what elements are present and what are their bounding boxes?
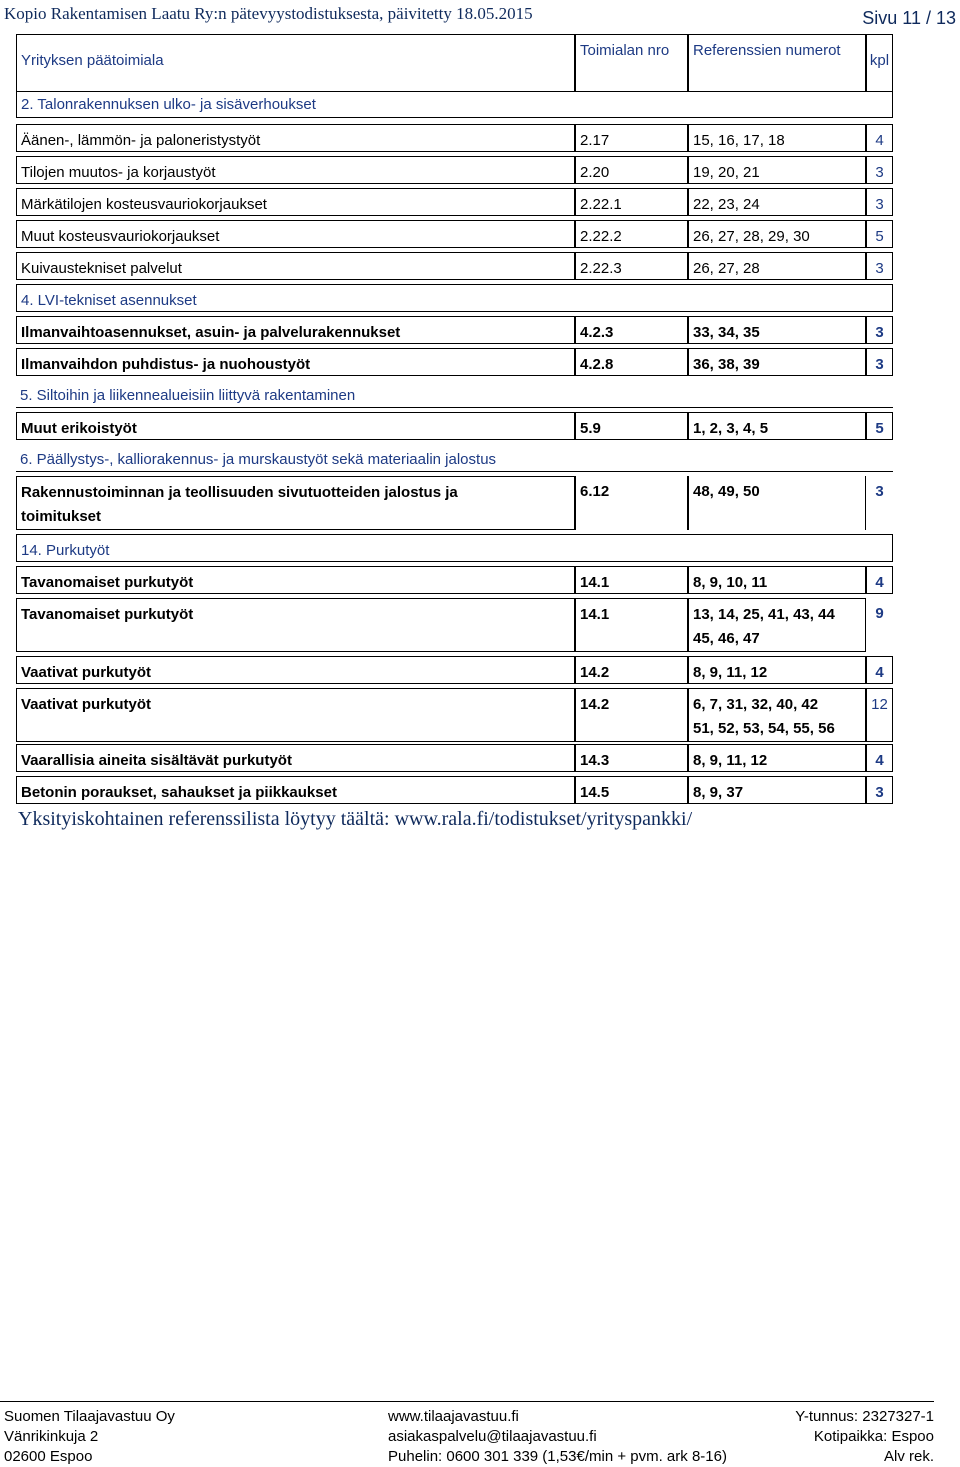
footer-company-name: Suomen Tilaajavastuu Oy — [4, 1408, 175, 1425]
reference-numbers: 8, 9, 10, 11 — [688, 566, 866, 594]
reference-numbers-line: 6, 7, 31, 32, 40, 42 — [693, 696, 819, 713]
section-title: 5. Siltoihin ja liikennealueisiin liittyvä rakentaminen — [16, 380, 893, 408]
reference-numbers: 22, 23, 24 — [688, 188, 866, 216]
industry-name — [16, 476, 575, 530]
reference-numbers-line: 51, 52, 53, 54, 55, 56 — [693, 720, 835, 737]
section-title: 2. Talonrakennuksen ulko- ja sisäverhoukset — [16, 92, 893, 118]
table-row — [16, 156, 893, 184]
page-footer — [0, 1407, 960, 1467]
table-row — [16, 188, 893, 216]
footer-street-address: Vänrikinkuja 2 — [4, 1428, 99, 1445]
industry-no: 14.5 — [575, 776, 688, 804]
industry-name: Muut erikoistyöt — [16, 412, 575, 440]
document-title: Kopio Rakentamisen Laatu Ry:n pätevyystodistuksesta, päivitetty 18.05.2015 — [4, 4, 533, 23]
industry-name: Kuivaustekniset palvelut — [16, 252, 575, 280]
reference-count: 12 — [866, 688, 893, 742]
section-heading-row — [16, 92, 893, 118]
industry-name: Tavanomaiset purkutyöt — [16, 598, 575, 652]
page-number: Sivu 11 / 13 — [862, 8, 956, 28]
industry-no: 2.22.2 — [575, 220, 688, 248]
reference-count: 3 — [866, 776, 893, 804]
industry-name: Betonin poraukset, sahaukset ja piikkaukset — [16, 776, 575, 804]
reference-numbers: 1, 2, 3, 4, 5 — [688, 412, 866, 440]
section-heading-row — [16, 284, 893, 312]
reference-count: 4 — [866, 656, 893, 684]
reference-count: 3 — [866, 316, 893, 344]
industry-name: Tavanomaiset purkutyöt — [16, 566, 575, 594]
reference-numbers: 8, 9, 11, 12 — [688, 744, 866, 772]
footer-business-id: Y-tunnus: 2327327-1 — [795, 1408, 934, 1425]
footer-phone: Puhelin: 0600 301 339 (1,53€/min + pvm. ark 8-16) — [388, 1448, 727, 1465]
footer-company-info — [4, 1407, 175, 1467]
footer-divider — [0, 1401, 934, 1402]
industry-no: 4.2.8 — [575, 348, 688, 376]
industry-name: Tilojen muutos- ja korjaustyöt — [16, 156, 575, 184]
reference-numbers: 36, 38, 39 — [688, 348, 866, 376]
table-row — [16, 412, 893, 440]
industry-name: Vaativat purkutyöt — [16, 688, 575, 742]
section-heading-row — [16, 444, 893, 472]
reference-count: 3 — [866, 348, 893, 376]
industry-name: Märkätilojen kosteusvauriokorjaukset — [16, 188, 575, 216]
reference-numbers — [688, 688, 866, 742]
industry-no: 14.1 — [575, 598, 688, 652]
footer-domicile: Kotipaikka: Espoo — [813, 1428, 934, 1445]
industry-no: 2.20 — [575, 156, 688, 184]
reference-numbers-line: 45, 46, 47 — [693, 630, 760, 647]
table-row — [16, 598, 893, 652]
table-row — [16, 348, 893, 376]
industry-no: 4.2.3 — [575, 316, 688, 344]
section-title: 4. LVI-tekniset asennukset — [16, 284, 893, 312]
reference-count: 5 — [866, 220, 893, 248]
industry-name-line: toimitukset — [21, 508, 102, 525]
industry-name: Ilmanvaihdon puhdistus- ja nuohoustyöt — [16, 348, 575, 376]
reference-count: 4 — [866, 124, 893, 152]
table-header-row — [16, 34, 893, 92]
reference-list-note: Yksityiskohtainen referenssilista löytyy täältä: www.rala.fi/todistukset/yrityspankki/ — [18, 808, 693, 830]
industry-name: Ilmanvaihtoasennukset, asuin- ja palvelurakennukset — [16, 316, 575, 344]
industry-no: 2.17 — [575, 124, 688, 152]
table-row — [16, 566, 893, 594]
reference-count: 9 — [875, 605, 884, 622]
footer-postal-address: 02600 Espoo — [4, 1448, 93, 1465]
industry-no: 14.3 — [575, 744, 688, 772]
reference-numbers — [688, 598, 866, 652]
reference-count: 4 — [866, 566, 893, 594]
reference-numbers: 48, 49, 50 — [688, 476, 866, 530]
table-row — [16, 316, 893, 344]
reference-count: 3 — [866, 188, 893, 216]
industry-name: Äänen-, lämmön- ja paloneristystyöt — [16, 124, 575, 152]
table-row — [16, 220, 893, 248]
page-header — [4, 0, 960, 30]
column-header-count: kpl — [866, 34, 893, 92]
reference-count: 3 — [866, 156, 893, 184]
industry-no: 6.12 — [575, 476, 688, 530]
industry-name: Vaativat purkutyöt — [16, 656, 575, 684]
reference-numbers: 33, 34, 35 — [688, 316, 866, 344]
industry-no: 5.9 — [575, 412, 688, 440]
footer-registration-info — [795, 1407, 934, 1467]
section-title: 14. Purkutyöt — [16, 534, 893, 562]
footer-vat-registration: Alv rek. — [883, 1448, 934, 1465]
reference-numbers: 15, 16, 17, 18 — [688, 124, 866, 152]
reference-numbers: 8, 9, 37 — [688, 776, 866, 804]
reference-count: 3 — [875, 483, 884, 500]
column-header-main-industry: Yrityksen päätoimiala — [16, 34, 575, 92]
table-row — [16, 252, 893, 280]
industry-name-line: Rakennustoiminnan ja teollisuuden sivutuotteiden jalostus ja — [21, 484, 458, 501]
column-header-industry-no: Toimialan nro — [575, 34, 688, 92]
industry-no: 2.22.1 — [575, 188, 688, 216]
industry-name: Vaarallisia aineita sisältävät purkutyöt — [16, 744, 575, 772]
reference-numbers: 26, 27, 28, 29, 30 — [688, 220, 866, 248]
industry-no: 14.1 — [575, 566, 688, 594]
reference-numbers: 26, 27, 28 — [688, 252, 866, 280]
industry-no: 2.22.3 — [575, 252, 688, 280]
footer-contact-info — [388, 1407, 727, 1467]
reference-count: 5 — [866, 412, 893, 440]
table-row — [16, 776, 893, 804]
reference-numbers: 19, 20, 21 — [688, 156, 866, 184]
table-row — [16, 124, 893, 152]
section-heading-row — [16, 380, 893, 408]
section-heading-row — [16, 534, 893, 562]
table-row — [16, 656, 893, 684]
industry-no: 14.2 — [575, 688, 688, 742]
reference-count: 4 — [866, 744, 893, 772]
table-row — [16, 688, 893, 742]
section-title: 6. Päällystys-, kalliorakennus- ja murskaustyöt sekä materiaalin jalostus — [16, 444, 893, 472]
column-header-reference-numbers: Referenssien numerot — [688, 34, 866, 92]
reference-numbers: 8, 9, 11, 12 — [688, 656, 866, 684]
industry-no: 14.2 — [575, 656, 688, 684]
industry-name: Muut kosteusvauriokorjaukset — [16, 220, 575, 248]
table-row — [16, 744, 893, 772]
reference-count: 3 — [866, 252, 893, 280]
reference-numbers-line: 13, 14, 25, 41, 43, 44 — [693, 606, 835, 623]
table-row — [16, 476, 893, 530]
footer-email-link[interactable]: asiakaspalvelu@tilaajavastuu.fi — [388, 1428, 597, 1445]
footer-website-link[interactable]: www.tilaajavastuu.fi — [388, 1408, 519, 1425]
